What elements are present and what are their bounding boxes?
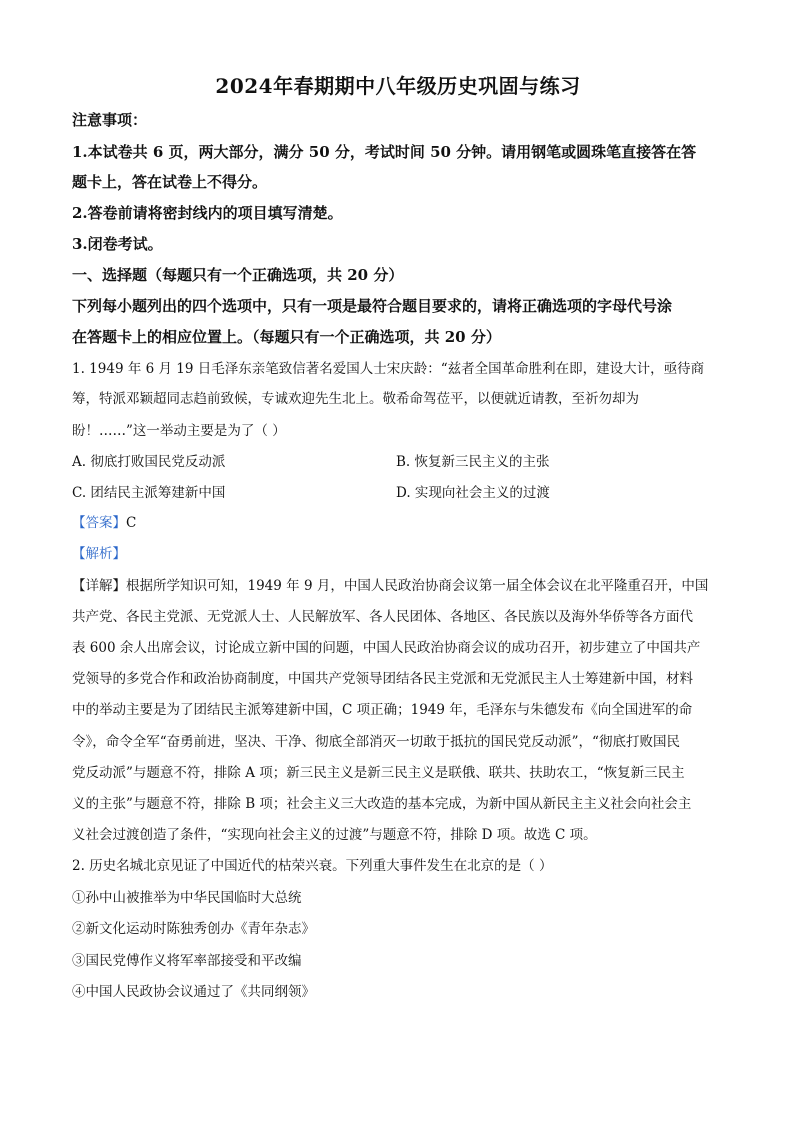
q1-option-d: D. 实现向社会主义的过渡 (396, 485, 550, 501)
q1-answer (72, 513, 724, 533)
q1-detail-line-4: 党领导的多党合作和政治协商制度，中国共产党领导团结各民主党派和无党派民主人士筹建新中国，材料 (72, 671, 693, 687)
notice-item-2: 2.答卷前请将密封线内的项目填写清楚。 (72, 204, 343, 222)
q1-detail-line-8: 义的主张”与题意不符，排除 B 项；社会主义三大改造的基本完成，为新中国从新民主主义社会向社会主 (72, 796, 692, 812)
answer-label: 【答案】 (72, 515, 126, 531)
q1-detail-line-5: 中的举动主要是为了团结民主派筹建新中国，C 项正确；1949 年，毛泽东与朱德发布《向全国进军的命 (72, 702, 693, 718)
notice-heading: 注意事项： (72, 111, 148, 129)
q1-detail-line-6: 令》，命令全军“奋勇前进，坚决、干净、彻底全部消灭一切敢于抵抗的国民党反动派”，“彻底打败国民 (72, 734, 680, 750)
q1-detail-line-3: 表 600 余人出席会议，讨论成立新中国的问题，中国人民政治协商会议的成功召开，初步建立了中国共产 (72, 640, 701, 656)
exam-title: 2024年春期期中八年级历史巩固与练习 (215, 74, 581, 98)
notice-item-3: 3.闭卷考试。 (72, 235, 163, 253)
q2-item-1: ①孙中山被推举为中华民国临时大总统 (72, 890, 302, 906)
q2-item-4: ④中国人民政协会议通过了《共同纲领》 (72, 984, 315, 1000)
q1-detail-line-2: 共产党、各民主党派、无党派人士、人民解放军、各人民团体、各地区、各民族以及海外华侨等各方面代 (72, 609, 693, 625)
q1-stem-line-2: 筹，特派邓颖超同志趋前致候，专诚欢迎先生北上。敬希命驾莅平，以便就近请教，至祈勿却为 (72, 391, 639, 407)
section-1-instruction-line-2: 在答题卡上的相应位置上。（每题只有一个正确选项，共 20 分） (72, 328, 501, 346)
section-1-instruction-line-1: 下列每小题列出的四个选项中，只有一项是最符合题目要求的，请将正确选项的字母代号涂 (72, 297, 673, 315)
q1-detail-line-9: 义社会过渡创造了条件，“实现向社会主义的过渡”与题意不符，排除 D 项。故选 C 项。 (72, 827, 597, 843)
section-1-heading: 一、选择题（每题只有一个正确选项，共 20 分） (72, 266, 404, 284)
q1-detail-line-7: 党反动派”与题意不符，排除 A 项；新三民主义是新三民主义是联俄、联共、扶助农工，“恢复新三民主 (72, 765, 685, 781)
q2-item-2: ②新文化运动时陈独秀创办《青年杂志》 (72, 921, 315, 937)
q2-item-3: ③国民党傅作义将军率部接受和平改编 (72, 953, 302, 969)
q1-stem-line-1: 1. 1949 年 6 月 19 日毛泽东亲笔致信著名爱国人士宋庆龄：“兹者全国革命胜利在即，建设大计，亟待商 (72, 361, 705, 377)
q1-option-c: C. 团结民主派筹建新中国 (72, 485, 226, 501)
notice-item-1-line-2: 题卡上，答在试卷上不得分。 (72, 173, 268, 191)
q1-detail-line-1: 【详解】根据所学知识可知，1949 年 9 月，中国人民政治协商会议第一届全体会议在北平隆重召开，中国 (72, 578, 709, 594)
q1-option-b: B. 恢复新三民主义的主张 (396, 454, 550, 470)
q2-stem: 2. 历史名城北京见证了中国近代的枯荣兴衰。下列重大事件发生在北京的是（ ） (72, 858, 553, 874)
analysis-label: 【解析】 (72, 546, 126, 562)
answer-value: C (126, 515, 137, 531)
q1-option-a: A. 彻底打败国民党反动派 (72, 454, 226, 470)
q1-stem-line-3: 盼！……”这一举动主要是为了（ ） (72, 423, 286, 439)
notice-item-1-line-1: 1.本试卷共 6 页，两大部分，满分 50 分，考试时间 50 分钟。请用钢笔或圆珠笔直接答在答 (72, 143, 697, 161)
q1-analysis (72, 544, 724, 564)
